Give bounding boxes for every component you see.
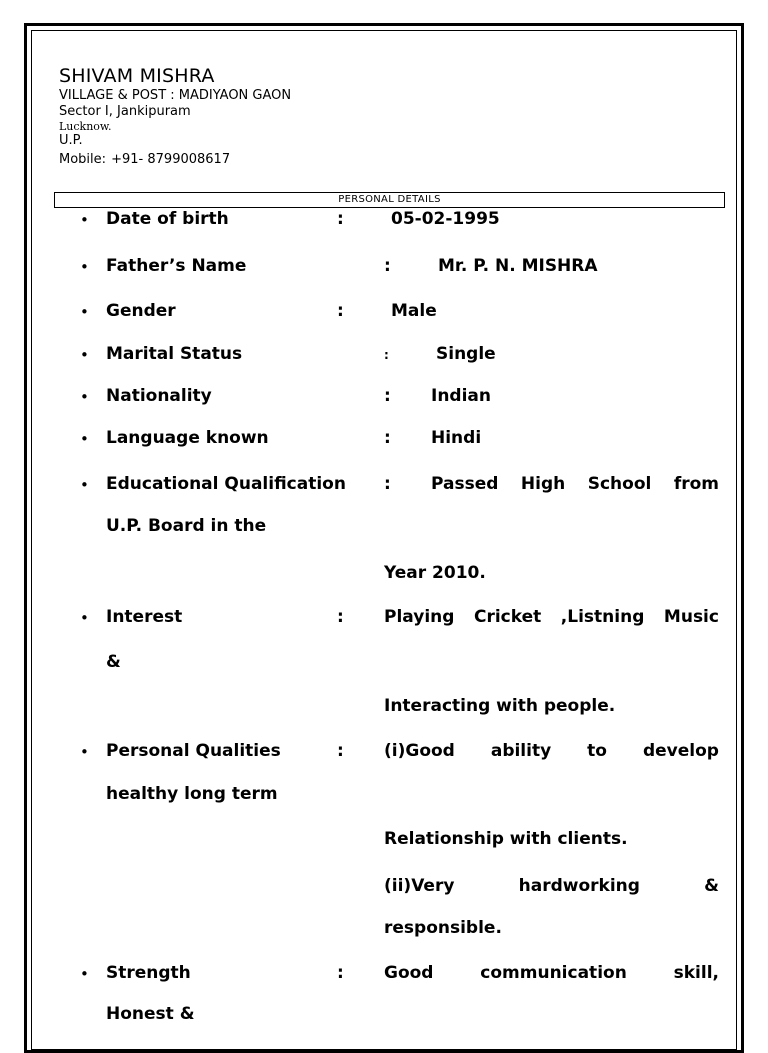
interest-continuation: & [106,652,121,672]
strength-word: Good [384,963,434,983]
interest-value-line [384,607,719,627]
colon: : [384,256,391,276]
address-line-2: Sector I, Jankipuram [59,104,191,119]
bullet: • [80,430,89,448]
colon: : [384,428,391,448]
interest-word: Music [663,607,719,627]
mobile-number: +91- 8799008617 [111,152,231,167]
qualities-word: ability [490,741,552,761]
qualities-continuation: healthy long term [106,784,278,804]
qualities-line-4: responsible. [384,918,502,938]
interest-word: ,Listning [560,607,645,627]
bullet: • [80,211,89,229]
bullet: • [80,609,89,627]
strength-label: Strength [106,963,191,983]
qualities-line-2: Relationship with clients. [384,829,628,849]
strength-word: communication [480,963,627,983]
qualities-word: develop [642,741,719,761]
qualities-word: (i)Good [384,741,455,761]
colon: : [337,741,344,761]
colon: : [337,209,344,229]
marital-status-label: Marital Status [106,344,243,364]
gender-label: Gender [106,301,176,321]
education-word: Passed [431,474,499,494]
strength-continuation: Honest & [106,1004,195,1024]
colon: : [337,301,344,321]
father-name-value: Mr. P. N. MISHRA [438,256,598,276]
strength-word: skill, [673,963,719,983]
interest-word: Cricket [473,607,542,627]
qualities-value-line [384,741,719,761]
bullet: • [80,476,89,494]
education-year: Year 2010. [384,563,486,583]
gender-value: Male [391,301,437,321]
qualities-word: to [587,741,607,761]
bullet: • [80,743,89,761]
education-label: Educational Qualification [106,474,346,494]
interest-label: Interest [106,607,183,627]
candidate-name: SHIVAM MISHRA [59,65,215,87]
interest-word: Playing [384,607,455,627]
bullet: • [80,303,89,321]
colon: : [337,963,344,983]
mobile-label: Mobile: [59,152,107,167]
colon: : [384,474,391,494]
qualities-word: & [704,876,719,896]
bullet: • [80,965,89,983]
qualities-word: (ii)Very [384,876,455,896]
dob-label: Date of birth [106,209,229,229]
language-value: Hindi [431,428,482,448]
personal-qualities-label: Personal Qualities [106,741,281,761]
education-value-line [431,474,719,494]
education-word: High [520,474,566,494]
address-line-1: VILLAGE & POST : MADIYAON GAON [59,88,292,103]
qualities-word: hardworking [518,876,640,896]
address-city: Lucknow. [59,120,112,133]
education-continuation: U.P. Board in the [106,516,267,536]
colon: : [337,607,344,627]
nationality-label: Nationality [106,386,212,406]
strength-value-line [384,963,719,983]
address-state: U.P. [59,133,83,148]
marital-status-value: Single [436,344,496,364]
mobile-line [59,148,291,168]
bullet: • [80,388,89,406]
dob-value: 05-02-1995 [391,209,500,229]
nationality-value: Indian [431,386,491,406]
section-title-personal-details: PERSONAL DETAILS [54,192,725,208]
colon: : [384,348,389,362]
bullet: • [80,346,89,364]
contact-header [59,64,291,168]
father-name-label: Father’s Name [106,256,247,276]
qualities-line-3 [384,876,719,896]
page-border-inner [31,30,737,1050]
education-word: School [587,474,652,494]
colon: : [384,386,391,406]
bullet: • [80,258,89,276]
education-word: from [673,474,719,494]
language-label: Language known [106,428,269,448]
interest-line-2: Interacting with people. [384,696,616,716]
